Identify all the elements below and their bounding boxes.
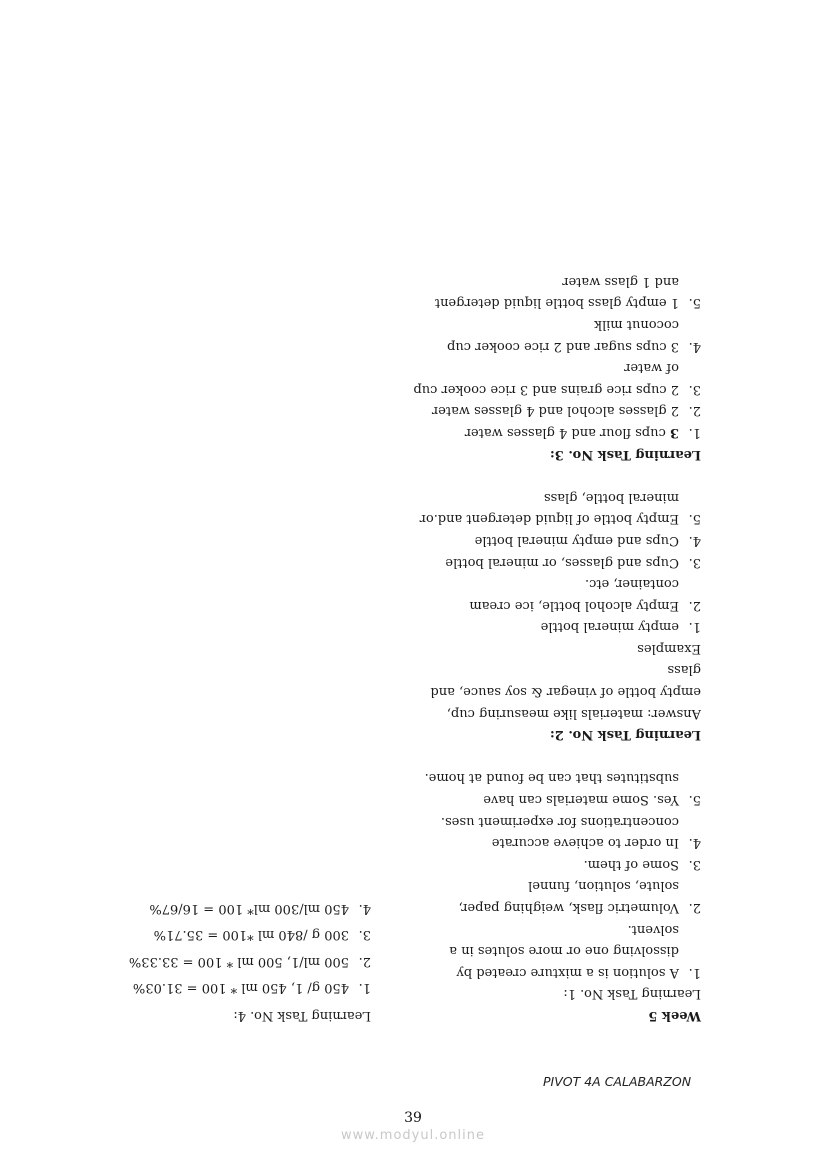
task2-examples-label: Examples (637, 640, 701, 656)
task3-item-line: 2 glasses alcohol and 4 glasses water (431, 403, 679, 419)
task4-item-number: 1. (358, 980, 371, 996)
task3-list (401, 270, 701, 443)
task1-item-number: 5. (688, 792, 701, 808)
task2-item (401, 573, 701, 616)
task2-item-line: Empty alcohol bottle, ice cream (469, 597, 679, 613)
task2-item-line: Cups and empty mineral bottle (474, 532, 679, 548)
task1-item-line: Volumetric flask, weighing paper, (458, 900, 679, 916)
task1-item-line: In order to achieve accurate (491, 835, 679, 851)
task2-heading: Learning Task No. 2: (549, 727, 701, 743)
task2-answer-line: Answer: materials like measuring cup, (446, 705, 701, 721)
task4-item (111, 897, 371, 919)
task1-item-text (401, 853, 679, 875)
task2-item-number: 2. (688, 597, 701, 613)
task3-item-text (401, 400, 679, 422)
task3-item-line: and 1 glass water (562, 273, 679, 289)
task1-item-line: Some of them. (583, 856, 679, 872)
task2-item-line: container, etc. (584, 576, 679, 592)
task1-item-number: 3. (688, 856, 701, 872)
task3-item-bold-lead: 3 (669, 424, 679, 440)
task1-item (401, 767, 701, 810)
task1-item-line: substitutes that can be found at home. (424, 770, 679, 786)
task2-item-line: Empty bottle of liquid detergent and.or (419, 511, 679, 527)
task4-item (111, 977, 371, 999)
task2-item (401, 529, 701, 551)
task4-item-text: 450 g/ 1, 450 ml * 100 = 31.03% (132, 980, 349, 996)
task1-item-text (401, 918, 679, 983)
task1-item-number: 2. (688, 900, 701, 916)
task3-item-number: 2. (688, 403, 701, 419)
task2-answer-line: empty bottle of vinegar & soy sauce, and (430, 684, 701, 700)
task2-answer (401, 659, 701, 724)
task2-item (401, 551, 701, 573)
task1-item-number: 4. (688, 835, 701, 851)
task3-item-text (401, 421, 679, 443)
task3-item (401, 270, 701, 313)
task4-item-text: 450 ml/300 ml* 100 = 16/67% (149, 900, 349, 916)
task2-answer-line: glass (667, 662, 701, 678)
task3-item-line: 3 cups sugar and 2 rice cooker cup (447, 338, 679, 354)
footer-title: PIVOT 4A CALABARZON (543, 1074, 692, 1089)
task3-item-text (401, 357, 679, 400)
task2-item-text (401, 486, 679, 529)
task3-item-text (401, 313, 679, 356)
task1-item-text (401, 810, 679, 853)
task3-item-text (401, 270, 679, 313)
task1-item-number: 1. (688, 964, 701, 980)
task2-item-number: 4. (688, 532, 701, 548)
task2-item-number: 3. (688, 554, 701, 570)
task4-list (111, 897, 371, 998)
task1-heading: Learning Task No. 1: (563, 986, 701, 1002)
task2-item (401, 616, 701, 638)
task1-item-line: solute, solution, funnel (528, 878, 679, 894)
task4-item-number: 2. (358, 953, 371, 969)
task4-item-number: 4. (358, 900, 371, 916)
task4-item-text: 500 ml/1, 500 ml * 100 = 33.33% (128, 953, 349, 969)
task3-heading: Learning Task No. 3: (549, 446, 701, 462)
task1-item (401, 918, 701, 983)
task1-item-line: A solution is a mixture created by (456, 964, 679, 980)
watermark: www.modyul.online (340, 1128, 486, 1143)
week-heading: Week 5 (648, 1008, 701, 1023)
task1-item (401, 853, 701, 875)
answer-key-column-task4 (111, 892, 371, 1026)
task4-item-text: 300 g /840 ml *100 = 35.71% (153, 927, 349, 943)
task1-item-line: concentrations for experiment uses. (440, 813, 679, 829)
task3-item-line: of water (624, 360, 679, 376)
task3-item-line: 2 cups rice grains and 3 rice cooker cup (413, 381, 679, 397)
task2-item-text (401, 551, 679, 573)
task3-item (401, 400, 701, 422)
task1-item-line: Yes. Some materials can have (483, 792, 679, 808)
task3-item-line: coconut milk (594, 317, 679, 332)
task3-item (401, 421, 701, 443)
task2-item-text (401, 529, 679, 551)
task4-item (111, 924, 371, 946)
task2-list (401, 486, 701, 637)
task1-item-text (401, 875, 679, 918)
answer-key-column-main (401, 270, 701, 1026)
task2-item-line: Cups and glasses, or mineral bottle (445, 554, 679, 570)
task4-heading: Learning Task No. 4: (233, 1008, 371, 1023)
task4-item (111, 950, 371, 972)
task3-item-line: 3 cups flour and 4 glasses water (464, 424, 679, 440)
task1-item-line: solvent. (627, 921, 679, 937)
task3-item-number: 3. (688, 381, 701, 397)
task1-list (401, 767, 701, 983)
task1-item (401, 810, 701, 853)
task2-item (401, 486, 701, 529)
task3-item (401, 357, 701, 400)
task2-item-number: 5. (688, 511, 701, 527)
task1-item-text (401, 767, 679, 810)
task3-item-number: 4. (688, 338, 701, 354)
task2-item-text (401, 616, 679, 638)
task1-item (401, 875, 701, 918)
task3-item-line: 1 empty glass bottle liquid detergent (434, 295, 679, 311)
task4-item-number: 3. (358, 927, 371, 943)
task3-item (401, 313, 701, 356)
task3-item-number: 5. (688, 295, 701, 311)
task2-item-line: empty mineral bottle (540, 619, 679, 635)
task2-item-number: 1. (688, 619, 701, 635)
task3-item-number: 1. (688, 424, 701, 440)
task2-item-line: mineral bottle, glass (543, 489, 679, 505)
task2-item-text (401, 573, 679, 616)
page-number: 39 (404, 1110, 422, 1126)
task1-item-line: dissolving one or more solutes in a (449, 943, 679, 959)
